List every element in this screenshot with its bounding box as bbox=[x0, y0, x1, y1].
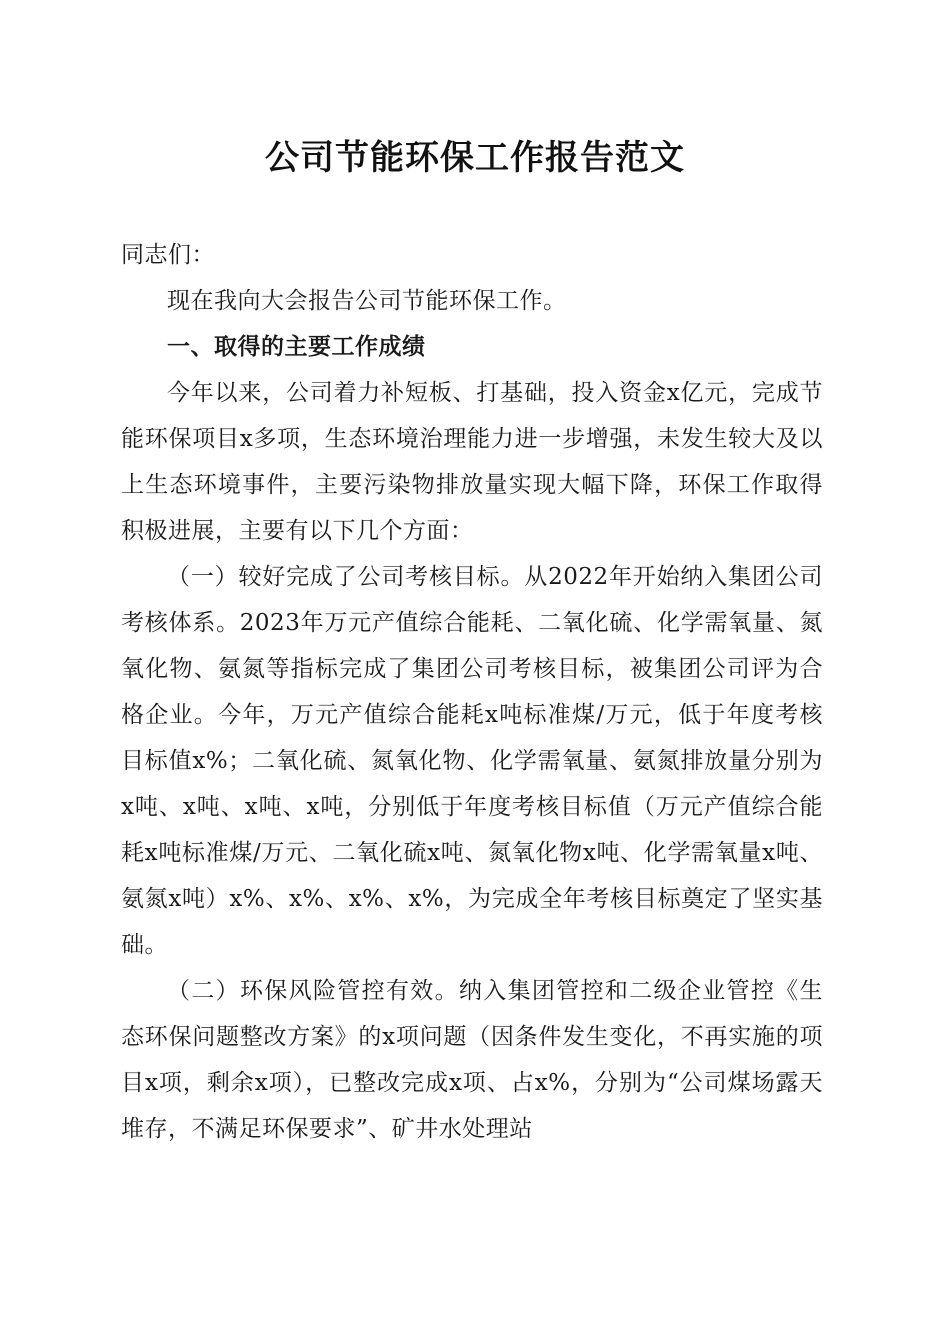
paragraph: 今年以来，公司着力补短板、打基础，投入资金x亿元，完成节能环保项目x多项，生态环境治理能力进一步增强，未发生较大及以上生态环境事件，主要污染物排放量实现大幅下降，环保工作取得积极进展，主要有以下几个方面： bbox=[121, 380, 823, 544]
intro-paragraph: 现在我向大会报告公司节能环保工作。 bbox=[167, 288, 567, 314]
item-text: 从2022年开始纳入集团公司考核体系。2023年万元产值综合能耗、二氧化硫、化学需氧量、氮氧化物、氨氮等指标完成了集团公司考核目标，被集团公司评为合格企业。今年，万元产值综合能耗x吨标准煤/万元，低于年度考核目标值x%；二氧化硫、氮氧化物、化学需氧量、氨氮排放量分别为x吨、x吨、x吨、x吨，分别低于年度考核目标值（万元产值综合能耗x吨标准煤/万元、二氧化硫x吨、氮氧化物x吨、化学需氧量x吨、氨氮x吨）x%、x%、x%、x%，为完成全年考核目标奠定了坚实基础。 bbox=[121, 564, 823, 958]
item-heading: （二）环保风险管控有效。 bbox=[167, 978, 459, 1004]
salutation: 同志们： bbox=[121, 242, 215, 268]
item-paragraph bbox=[121, 554, 823, 968]
item-paragraph bbox=[121, 968, 823, 1152]
item-text: 纳入集团管控和二级企业管控《生态环保问题整改方案》的x项问题（因条件发生变化，不再实施的项目x项，剩余x项），已整改完成x项、占x%，分别为“公司煤场露天堆存，不满足环保要求”、矿井水处理站 bbox=[121, 978, 824, 1142]
document-body bbox=[121, 232, 823, 1152]
section-heading: 一、取得的主要工作成绩 bbox=[167, 334, 426, 360]
document-title: 公司节能环保工作报告范文 bbox=[265, 138, 685, 178]
item-heading: （一）较好完成了公司考核目标。 bbox=[167, 564, 525, 590]
